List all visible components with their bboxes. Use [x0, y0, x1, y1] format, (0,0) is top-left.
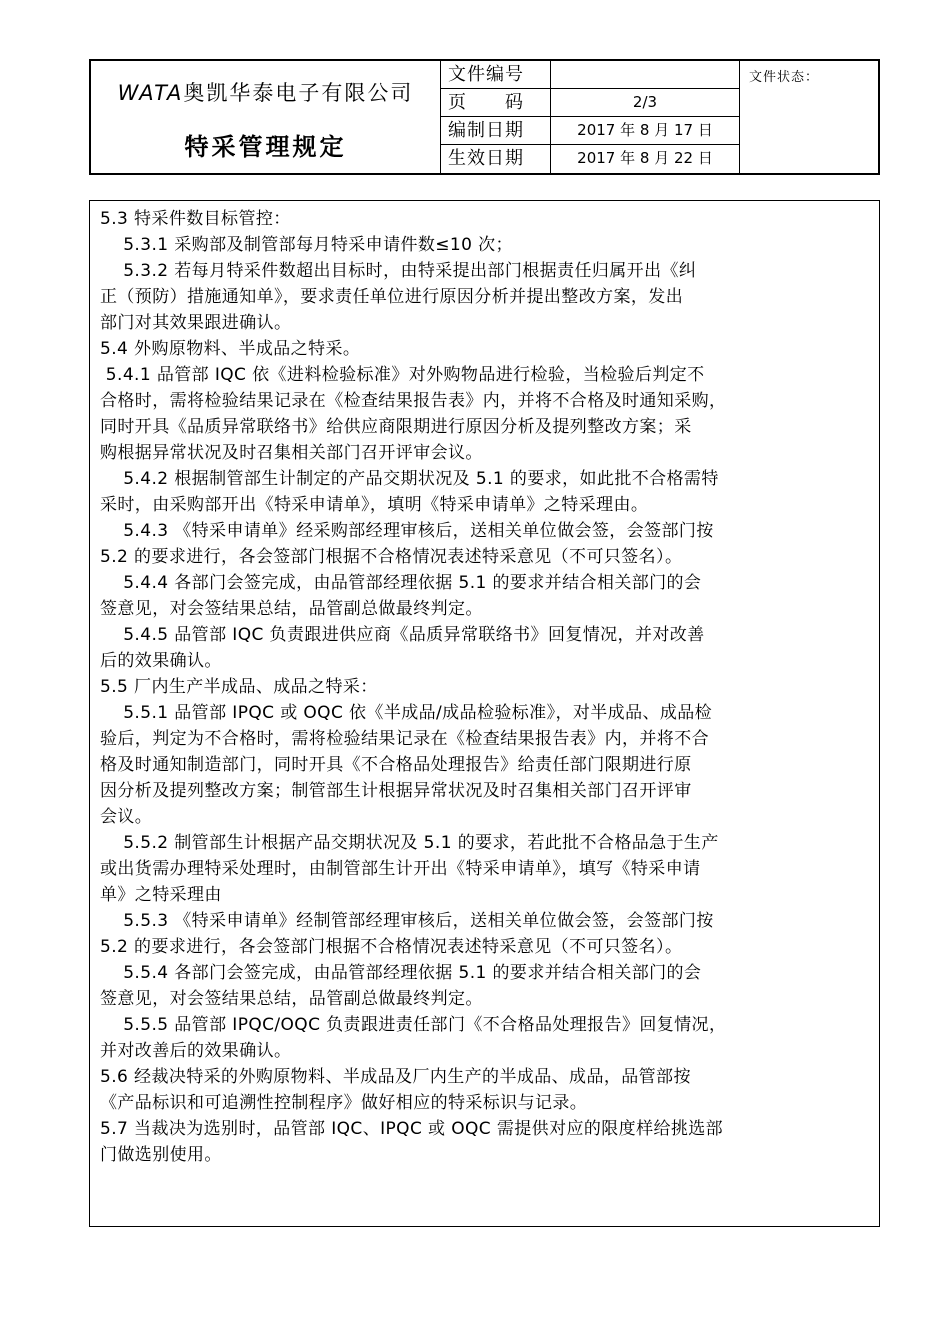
- content-box: [89, 200, 880, 1227]
- company-brand: WATA: [117, 81, 184, 105]
- header-row-page: [440, 89, 739, 117]
- paragraph-line: 并对改善后的效果确认。: [100, 1041, 292, 1061]
- paragraph-line: 5.5.5 品管部 IPQC/OQC 负责跟进责任部门《不合格品处理报告》回复情况，: [100, 1015, 727, 1035]
- body-paragraph: [100, 1012, 870, 1064]
- header-value: 2017 年 8 月 22 日: [577, 149, 713, 167]
- body-paragraph: [100, 362, 870, 466]
- paragraph-line: 5.5 厂内生产半成品、成品之特采：: [100, 677, 378, 697]
- document-title: 特采管理规定: [184, 133, 347, 161]
- paragraph-line: 后的效果确认。: [100, 651, 222, 671]
- body-paragraph: [100, 1116, 870, 1168]
- paragraph-line: 5.4.4 各部门会签完成，由品管部经理依据 5.1 的要求并结合相关部门的会: [100, 573, 702, 593]
- header-value: [551, 61, 739, 88]
- header-title-cell: [91, 61, 441, 173]
- header-label: 生效日期: [440, 145, 551, 173]
- paragraph-line: 5.6 经裁决特采的外购原物料、半成品及厂内生产的半成品、成品，品管部按: [100, 1067, 691, 1087]
- header-row-effective-date: [440, 145, 739, 173]
- paragraph-line: 同时开具《品质异常联络书》给供应商限期进行原因分析及提列整改方案；采: [100, 417, 692, 437]
- paragraph-line: 5.5.3 《特采申请单》经制管部经理审核后，送相关单位做会签，会签部门按: [100, 911, 714, 931]
- paragraph-line: 因分析及提列整改方案；制管部生计根据异常状况及时召集相关部门召开评审: [100, 781, 692, 801]
- paragraph-line: 5.3.2 若每月特采件数超出目标时，由特采提出部门根据责任归属开出《纠: [100, 261, 697, 281]
- paragraph-line: 签意见，对会签结果总结，品管副总做最终判定。: [100, 599, 483, 619]
- body-paragraph: [100, 570, 870, 622]
- paragraph-line: 或出货需办理特采处理时，由制管部生计开出《特采申请单》，填写《特采申请: [100, 859, 701, 879]
- header-info-cells: [440, 61, 740, 173]
- paragraph-line: 合格时，需将检验结果记录在《检查结果报告表》内，并将不合格及时通知采购，: [100, 391, 727, 411]
- paragraph-line: 格及时通知制造部门，同时开具《不合格品处理报告》给责任部门限期进行原: [100, 755, 692, 775]
- paragraph-line: 5.4.5 品管部 IQC 负责跟进供应商《品质异常联络书》回复情况，并对改善: [100, 625, 705, 645]
- header-label: 页 码: [440, 89, 551, 116]
- paragraph-line: 5.4.3 《特采申请单》经采购部经理审核后，送相关单位做会签，会签部门按: [100, 521, 714, 541]
- status-label: 文件状态：: [749, 70, 820, 85]
- paragraph-line: 会议。: [100, 807, 153, 827]
- company-name-text: 奥凯华泰电子有限公司: [183, 81, 414, 105]
- body-paragraph: [100, 908, 870, 960]
- document-header: [89, 59, 880, 175]
- paragraph-line: 5.2 的要求进行，各会签部门根据不合格情况表述特采意见（不可只签名）。: [100, 937, 683, 957]
- paragraph-line: 验后，判定为不合格时，需将检验结果记录在《检查结果报告表》内，并将不合: [100, 729, 709, 749]
- header-status-cell: [739, 61, 878, 173]
- body-paragraph: [100, 674, 870, 700]
- body-paragraph: [100, 622, 870, 674]
- paragraph-line: 《产品标识和可追溯性控制程序》做好相应的特采标识与记录。: [100, 1093, 588, 1113]
- paragraph-line: 单》之特采理由: [100, 885, 222, 905]
- header-row-doc-number: [440, 61, 739, 89]
- paragraph-line: 部门对其效果跟进确认。: [100, 313, 292, 333]
- body-paragraph: [100, 960, 870, 1012]
- body-paragraph: [100, 1064, 870, 1116]
- body-paragraph: [100, 206, 870, 232]
- paragraph-line: 正（预防）措施通知单》，要求责任单位进行原因分析并提出整改方案，发出: [100, 287, 684, 307]
- paragraph-line: 5.5.4 各部门会签完成，由品管部经理依据 5.1 的要求并结合相关部门的会: [100, 963, 702, 983]
- paragraph-line: 5.4.2 根据制管部生计制定的产品交期状况及 5.1 的要求，如此批不合格需特: [100, 469, 719, 489]
- paragraph-line: 签意见，对会签结果总结，品管副总做最终判定。: [100, 989, 483, 1009]
- company-name: [91, 77, 440, 107]
- paragraph-line: 采时，由采购部开出《特采申请单》，填明《特采申请单》之特采理由。: [100, 495, 649, 515]
- body-paragraph: [100, 700, 870, 830]
- header-row-compiled-date: [440, 117, 739, 145]
- paragraph-line: 5.7 当裁决为选别时，品管部 IQC、IPQC 或 OQC 需提供对应的限度样给挑选部: [100, 1119, 724, 1139]
- paragraph-line: 5.3 特采件数目标管控：: [100, 209, 291, 229]
- paragraph-line: 5.4 外购原物料、半成品之特采。: [100, 339, 361, 359]
- header-label: 文件编号: [440, 61, 551, 88]
- header-label: 编制日期: [440, 117, 551, 144]
- paragraph-line: 5.5.1 品管部 IPQC 或 OQC 依《半成品/成品检验标准》，对半成品、成品检: [100, 703, 713, 723]
- paragraph-line: 5.4.1 品管部 IQC 依《进料检验标准》对外购物品进行检验，当检验后判定不: [100, 365, 705, 385]
- body-paragraph: [100, 466, 870, 518]
- body-paragraph: [100, 232, 870, 258]
- paragraph-line: 门做选别使用。: [100, 1145, 222, 1165]
- paragraph-line: 购根据异常状况及时召集相关部门召开评审会议。: [100, 443, 483, 463]
- body-paragraph: [100, 830, 870, 908]
- paragraph-line: 5.2 的要求进行，各会签部门根据不合格情况表述特采意见（不可只签名）。: [100, 547, 683, 567]
- body-paragraph: [100, 258, 870, 336]
- body-paragraph: [100, 518, 870, 570]
- header-value: 2017 年 8 月 17 日: [577, 121, 713, 139]
- header-value: 2/3: [632, 93, 658, 111]
- paragraph-line: 5.3.1 采购部及制管部每月特采申请件数≤10 次；: [100, 235, 513, 255]
- paragraph-line: 5.5.2 制管部生计根据产品交期状况及 5.1 的要求，若此批不合格品急于生产: [100, 833, 719, 853]
- body-paragraph: [100, 336, 870, 362]
